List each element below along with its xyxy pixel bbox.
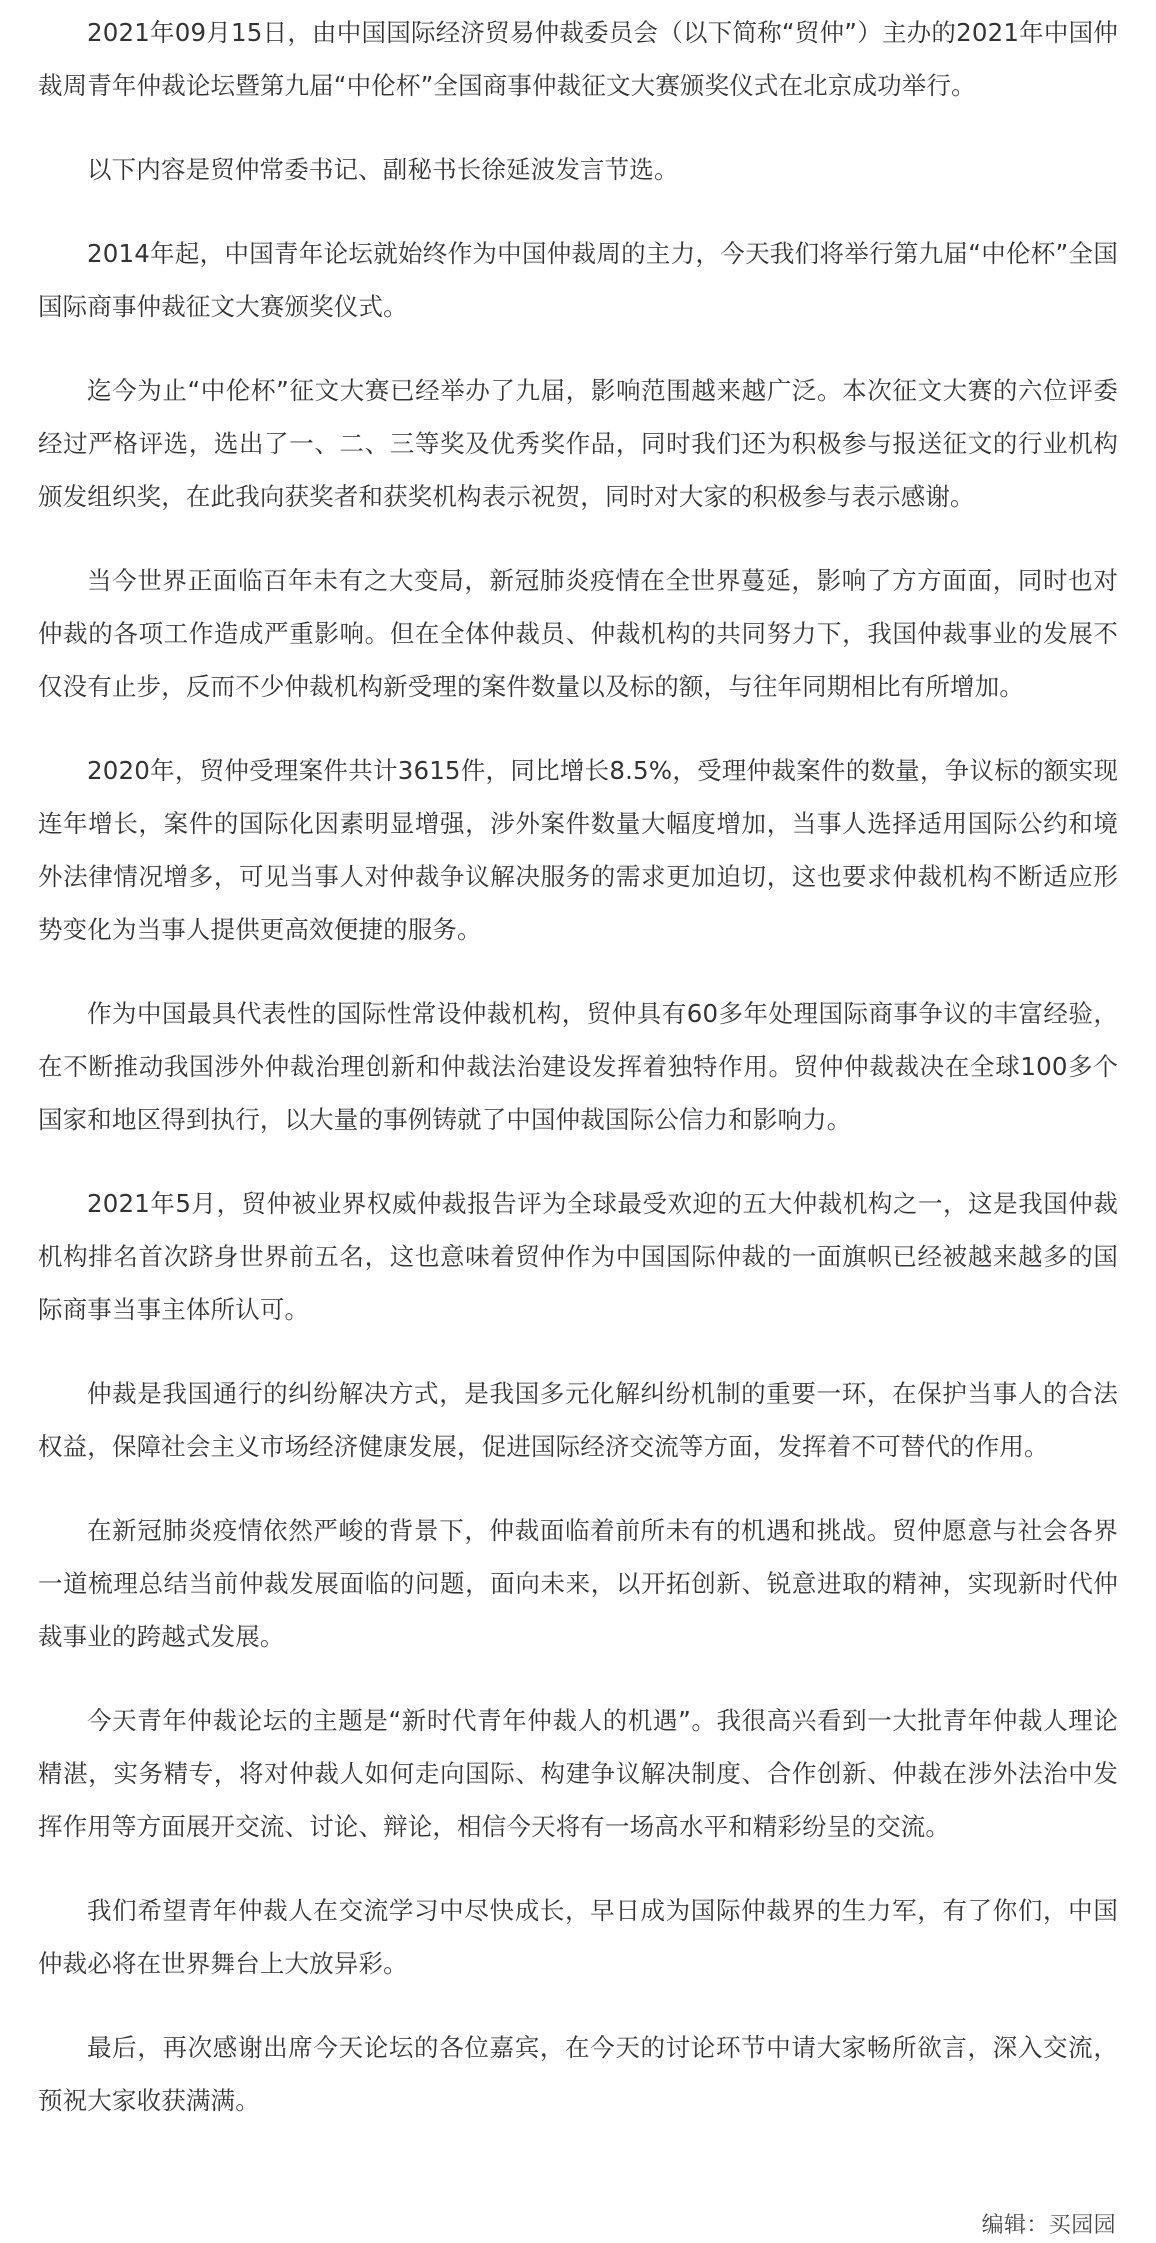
article-paragraph: 在新冠肺炎疫情依然严峻的背景下，仲裁面临着前所未有的机遇和挑战。贸仲愿意与社会各界一道梳理总结当前仲裁发展面临的问题，面向未来，以开拓创新、锐意进取的精神，实现新时代仲裁事业的跨越式发展。: [38, 1516, 1118, 1651]
editor-credit: 编辑：买园园: [981, 2213, 1116, 2238]
article-paragraph: 2021年09月15日，由中国国际经济贸易仲裁委员会（以下简称“贸仲”）主办的2021年中国仲裁周青年仲裁论坛暨第九届“中伦杯”全国商事仲裁征文大赛颁奖仪式在北京成功举行。: [38, 18, 1118, 100]
article-paragraph: 2020年，贸仲受理案件共计3615件，同比增长8.5%，受理仲裁案件的数量，争议标的额实现连年增长，案件的国际化因素明显增强，涉外案件数量大幅度增加，当事人选择适用国际公约和境外法律情况增多，可见当事人对仲裁争议解决服务的需求更加迫切，这也要求仲裁机构不断适应形势变化为当事人提供更高效便捷的服务。: [38, 756, 1118, 944]
article-paragraph: 仲裁是我国通行的纠纷解决方式，是我国多元化解纠纷机制的重要一环，在保护当事人的合法权益，保障社会主义市场经济健康发展，促进国际经济交流等方面，发挥着不可替代的作用。: [38, 1379, 1118, 1461]
article-paragraph: 最后，再次感谢出席今天论坛的各位嘉宾，在今天的讨论环节中请大家畅所欲言，深入交流，预祝大家收获满满。: [38, 2033, 1118, 2115]
article-paragraph: 当今世界正面临百年未有之大变局，新冠肺炎疫情在全世界蔓延，影响了方方面面，同时也对仲裁的各项工作造成严重影响。但在全体仲裁员、仲裁机构的共同努力下，我国仲裁事业的发展不仅没有止步，反而不少仲裁机构新受理的案件数量以及标的额，与往年同期相比有所增加。: [38, 566, 1118, 701]
article-paragraph: 今天青年仲裁论坛的主题是“新时代青年仲裁人的机遇”。我很高兴看到一大批青年仲裁人理论精湛，实务精专，将对仲裁人如何走向国际、构建争议解决制度、合作创新、仲裁在涉外法治中发挥作用等方面展开交流、讨论、辩论，相信今天将有一场高水平和精彩纷呈的交流。: [38, 1706, 1118, 1841]
article-paragraph: 2021年5月，贸仲被业界权威仲裁报告评为全球最受欢迎的五大仲裁机构之一，这是我国仲裁机构排名首次跻身世界前五名，这也意味着贸仲作为中国国际仲裁的一面旗帜已经被越来越多的国际商事当事主体所认可。: [38, 1189, 1118, 1324]
article-paragraph: 以下内容是贸仲常委书记、副秘书长徐延波发言节选。: [87, 155, 679, 184]
article-paragraph: 我们希望青年仲裁人在交流学习中尽快成长，早日成为国际仲裁界的生力军，有了你们，中国仲裁必将在世界舞台上大放异彩。: [38, 1896, 1118, 1978]
article-paragraph: 2014年起，中国青年论坛就始终作为中国仲裁周的主力，今天我们将举行第九届“中伦杯”全国国际商事仲裁征文大赛颁奖仪式。: [38, 239, 1118, 321]
article-body: [38, 0, 1118, 2127]
article-paragraph: 迄今为止“中伦杯”征文大赛已经举办了九届，影响范围越来越广泛。本次征文大赛的六位评委经过严格评选，选出了一、二、三等奖及优秀奖作品，同时我们还为积极参与报送征文的行业机构颁发组织奖，在此我向获奖者和获奖机构表示祝贺，同时对大家的积极参与表示感谢。: [38, 376, 1118, 511]
article-paragraph: 作为中国最具代表性的国际性常设仲裁机构，贸仲具有60多年处理国际商事争议的丰富经验，在不断推动我国涉外仲裁治理创新和仲裁法治建设发挥着独特作用。贸仲仲裁裁决在全球100多个国家和地区得到执行，以大量的事例铸就了中国仲裁国际公信力和影响力。: [38, 999, 1118, 1134]
